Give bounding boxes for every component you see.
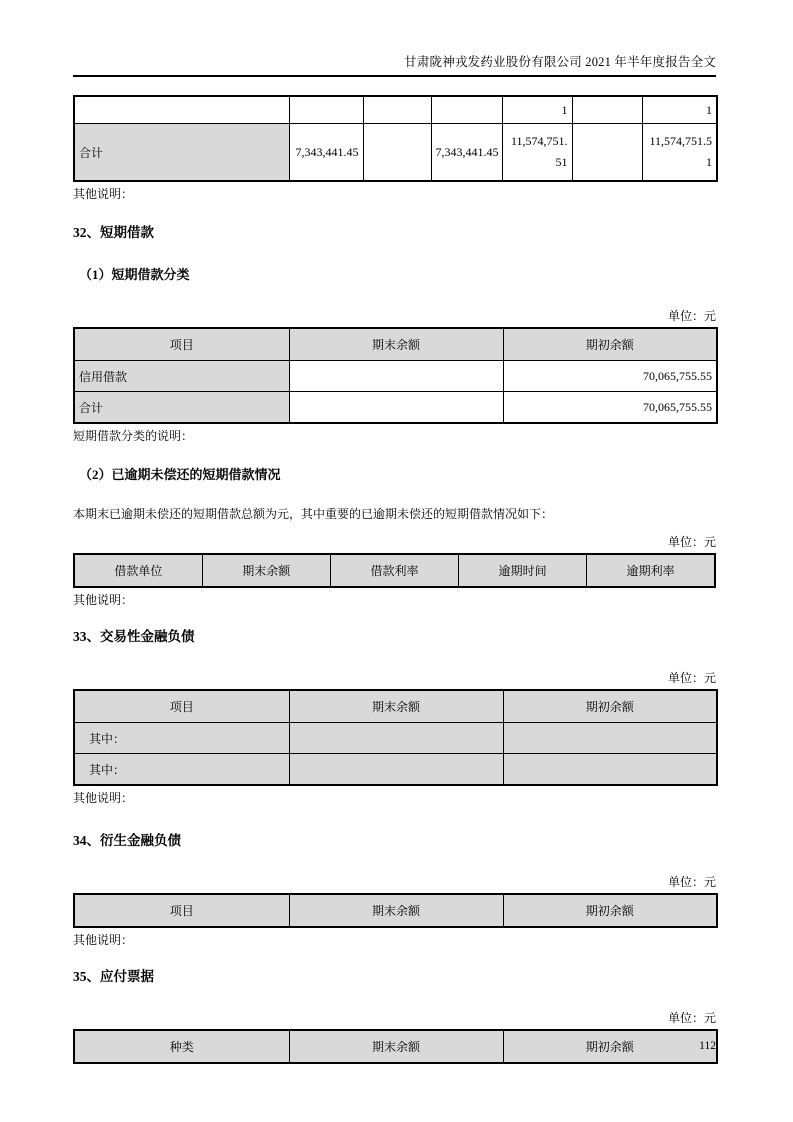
page-content xyxy=(73,0,716,1064)
cont-partial-cell-0 xyxy=(74,96,289,124)
header-type: 种类 xyxy=(74,1030,289,1063)
row-including-ending xyxy=(289,723,503,754)
unit-label: 单位：元 xyxy=(667,535,716,549)
cont-partial-cell-2 xyxy=(363,96,431,124)
unit-label: 单位：元 xyxy=(667,875,716,889)
header-beginning-balance: 期初余额 xyxy=(503,894,717,927)
section-32-2-heading: （2）已逾期未偿还的短期借款情况 xyxy=(79,467,281,482)
cont-total-cell-4: 11,574,751.51 xyxy=(502,124,572,182)
row-credit-borrowings-beginning: 70,065,755.55 xyxy=(503,361,717,392)
section-32-1-heading: （1）短期借款分类 xyxy=(79,267,190,282)
cont-total-cell-5 xyxy=(572,124,642,182)
table-header-row xyxy=(74,554,715,587)
header-ending-balance: 期末余额 xyxy=(289,1030,503,1063)
classification-note: 短期借款分类的说明： xyxy=(73,429,194,443)
cont-total-cell-6: 11,574,751.51 xyxy=(642,124,717,182)
row-total-beginning: 70,065,755.55 xyxy=(503,392,717,424)
cont-partial-cell-3 xyxy=(431,96,502,124)
table-row xyxy=(74,754,717,786)
cont-partial-cell-6: 1 xyxy=(642,96,717,124)
row-total-ending xyxy=(289,392,503,424)
header-item: 项目 xyxy=(74,690,289,723)
row-including-ending xyxy=(289,754,503,786)
derivative-liabilities-table xyxy=(73,893,718,928)
short-term-borrowings-table xyxy=(73,327,718,424)
header-ending-balance: 期末余额 xyxy=(289,690,503,723)
header-beginning-balance: 期初余额 xyxy=(503,1030,717,1063)
trading-liabilities-table xyxy=(73,689,718,786)
other-note: 其他说明： xyxy=(73,187,134,201)
cont-partial-cell-5 xyxy=(572,96,642,124)
header-beginning-balance: 期初余额 xyxy=(503,328,717,361)
section-33-heading: 33、交易性金融负债 xyxy=(73,629,195,644)
unit-label: 单位：元 xyxy=(667,309,716,323)
header-borrowing-unit: 借款单位 xyxy=(74,554,202,587)
header-ending-balance: 期末余额 xyxy=(202,554,330,587)
row-total-label: 合计 xyxy=(74,392,289,424)
row-including-label: 其中： xyxy=(74,754,289,786)
cont-total-cell-3: 7,343,441.45 xyxy=(431,124,502,182)
section-34-heading: 34、衍生金融负债 xyxy=(73,833,181,848)
header-item: 项目 xyxy=(74,328,289,361)
row-including-beginning xyxy=(503,754,717,786)
cont-partial-cell-1 xyxy=(289,96,363,124)
table-header-row xyxy=(74,328,717,361)
table-header-row xyxy=(74,894,717,927)
table-row-total xyxy=(74,124,717,182)
header-borrowing-rate: 借款利率 xyxy=(330,554,458,587)
table-header-row xyxy=(74,1030,717,1063)
cont-total-cell-2 xyxy=(363,124,431,182)
overdue-borrowings-table xyxy=(73,553,716,588)
row-including-beginning xyxy=(503,723,717,754)
continuation-table xyxy=(73,95,718,182)
table-row xyxy=(74,361,717,392)
header-overdue-rate: 逾期利率 xyxy=(587,554,715,587)
other-note: 其他说明： xyxy=(73,593,134,607)
header-overdue-time: 逾期时间 xyxy=(459,554,587,587)
header-ending-balance: 期末余额 xyxy=(289,894,503,927)
row-credit-borrowings-ending xyxy=(289,361,503,392)
section-32-heading: 32、短期借款 xyxy=(73,225,154,240)
row-including-label: 其中： xyxy=(74,723,289,754)
cont-total-cell-1: 7,343,441.45 xyxy=(289,124,363,182)
unit-label: 单位：元 xyxy=(667,671,716,685)
table-header-row xyxy=(74,690,717,723)
document-header-title: 甘肃陇神戎发药业股份有限公司 2021 年半年度报告全文 xyxy=(73,0,716,77)
table-row-total xyxy=(74,392,717,424)
row-credit-borrowings-label: 信用借款 xyxy=(74,361,289,392)
table-row xyxy=(74,96,717,124)
header-beginning-balance: 期初余额 xyxy=(503,690,717,723)
unit-label: 单位：元 xyxy=(667,1011,716,1025)
page-number: 112 xyxy=(699,1040,716,1052)
overdue-paragraph: 本期末已逾期未偿还的短期借款总额为元，其中重要的已逾期未偿还的短期借款情况如下： xyxy=(73,507,554,521)
cont-total-label-cell: 合计 xyxy=(74,124,289,182)
other-note: 其他说明： xyxy=(73,791,134,805)
other-note: 其他说明： xyxy=(73,933,134,947)
header-item: 项目 xyxy=(74,894,289,927)
cont-partial-cell-4: 1 xyxy=(502,96,572,124)
notes-payable-table xyxy=(73,1029,718,1064)
header-ending-balance: 期末余额 xyxy=(289,328,503,361)
section-35-heading: 35、应付票据 xyxy=(73,969,154,984)
table-row xyxy=(74,723,717,754)
